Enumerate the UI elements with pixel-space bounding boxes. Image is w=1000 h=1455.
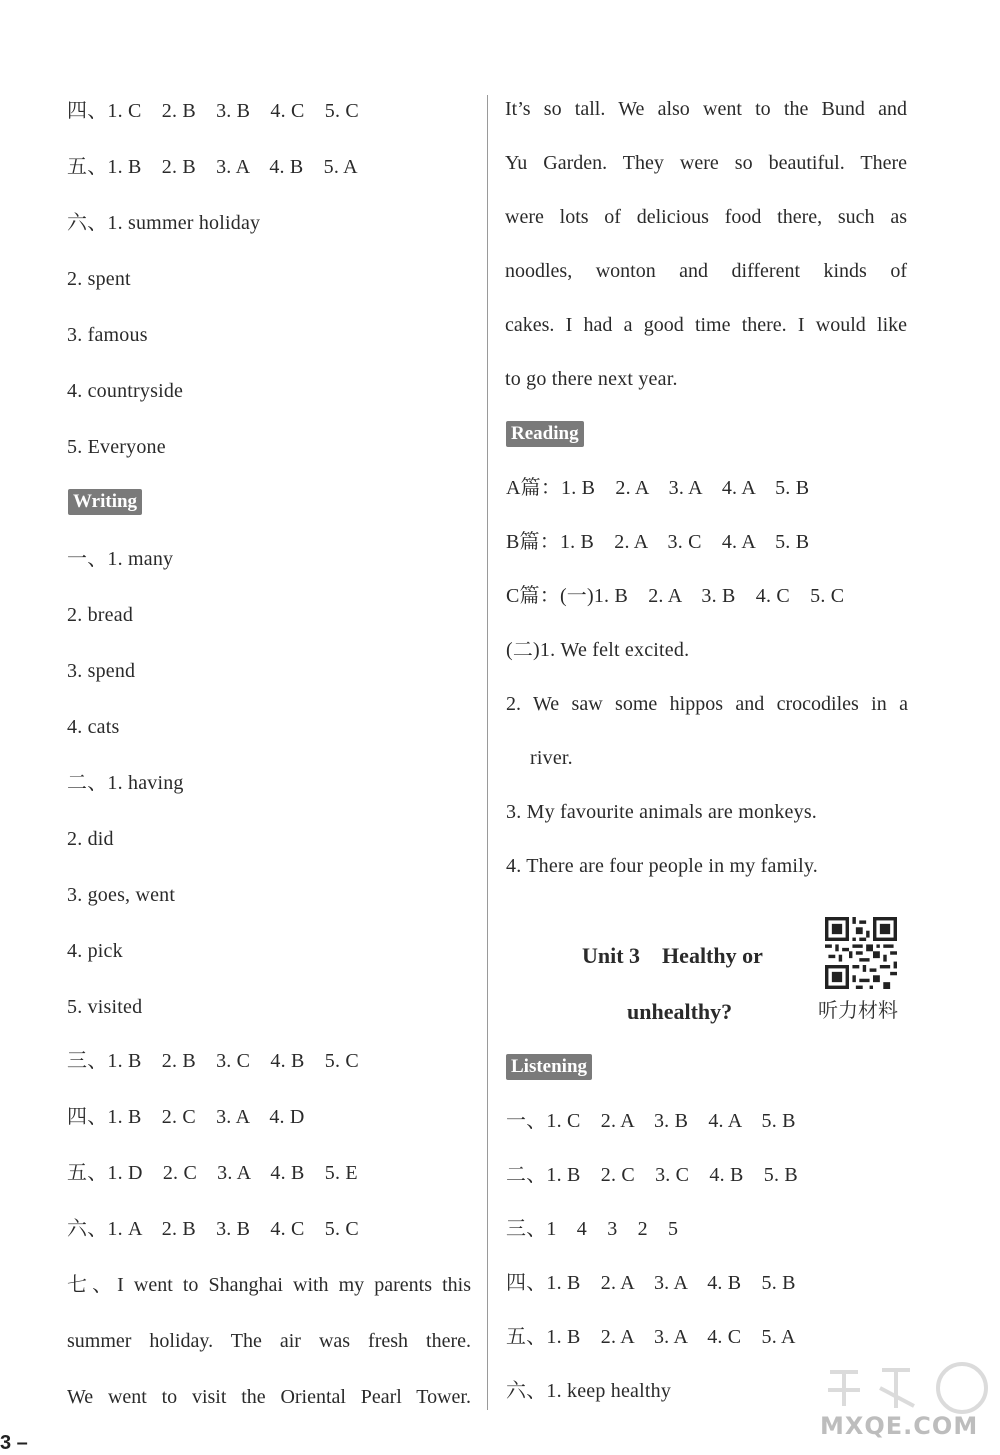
listening-1: 一、1. C 2. A 3. B 4. A 5. B bbox=[506, 1110, 796, 1132]
reading-c-2-3: 3. My favourite animals are monkeys. bbox=[506, 801, 818, 823]
listening-4: 四、1. B 2. A 3. A 4. B 5. B bbox=[506, 1272, 796, 1294]
writing-3: 三、1. B 2. B 3. C 4. B 5. C bbox=[67, 1050, 359, 1072]
answer-line-4: 四、1. C 2. B 3. B 4. C 5. C bbox=[67, 100, 359, 122]
writing-1-4: 4. cats bbox=[67, 716, 120, 738]
reading-c-2-1: (二)1. We felt excited. bbox=[506, 639, 690, 661]
listening-section-badge: Listening bbox=[506, 1054, 592, 1080]
reading-a: A篇：1. B 2. A 3. A 4. A 5. B bbox=[506, 477, 810, 499]
listening-6: 六、1. keep healthy bbox=[506, 1380, 672, 1402]
writing-2-4: 4. pick bbox=[67, 940, 123, 962]
essay-cont-line-5: cakes. I had a good time there. I would like bbox=[505, 314, 907, 336]
unit-title-line-1: Unit 3 Healthy or bbox=[582, 943, 763, 968]
reading-b: B篇：1. B 2. A 3. C 4. A 5. B bbox=[506, 531, 810, 553]
writing-2-3: 3. goes, went bbox=[67, 884, 176, 906]
reading-c-2-4: 4. There are four people in my family. bbox=[506, 855, 818, 877]
page-number: 3 – bbox=[0, 1432, 28, 1454]
essay-line-2: summer holiday. The air was fresh there. bbox=[67, 1330, 471, 1352]
column-divider bbox=[487, 95, 488, 1410]
watermark-text: MXQE.COM bbox=[820, 1412, 979, 1440]
writing-6: 六、1. A 2. B 3. B 4. C 5. C bbox=[67, 1218, 359, 1240]
answer-line-6-1: 六、1. summer holiday bbox=[67, 212, 261, 234]
listening-2: 二、1. B 2. C 3. C 4. B 5. B bbox=[506, 1164, 798, 1186]
reading-section-badge: Reading bbox=[506, 421, 584, 447]
answer-line-6-3: 3. famous bbox=[67, 324, 148, 346]
reading-c-2-2b: river. bbox=[530, 747, 573, 769]
writing-2-2: 2. did bbox=[67, 828, 114, 850]
writing-5: 五、1. D 2. C 3. A 4. B 5. E bbox=[67, 1162, 358, 1184]
writing-2-1: 二、1. having bbox=[67, 772, 184, 794]
answer-line-6-4: 4. countryside bbox=[67, 380, 184, 402]
writing-1-1: 一、1. many bbox=[67, 548, 174, 570]
answer-line-5: 五、1. B 2. B 3. A 4. B 5. A bbox=[67, 156, 358, 178]
writing-2-5: 5. visited bbox=[67, 996, 143, 1018]
writing-1-3: 3. spend bbox=[67, 660, 136, 682]
essay-cont-line-6: to go there next year. bbox=[505, 368, 678, 390]
writing-1-2: 2. bread bbox=[67, 604, 134, 626]
essay-line-1: 七、I went to Shanghai with my parents this bbox=[67, 1274, 471, 1296]
essay-cont-line-4: noodles, wonton and different kinds of bbox=[505, 260, 907, 282]
unit-title-line-2: unhealthy? bbox=[627, 999, 733, 1024]
listening-material-label: 听力材料 bbox=[818, 998, 898, 1022]
essay-cont-line-2: Yu Garden. They were so beautiful. There bbox=[505, 152, 907, 174]
answer-line-6-5: 5. Everyone bbox=[67, 436, 166, 458]
writing-section-badge: Writing bbox=[68, 489, 142, 515]
reading-c-2-2: 2. We saw some hippos and crocodiles in a bbox=[506, 693, 908, 715]
answer-line-6-2: 2. spent bbox=[67, 268, 131, 290]
listening-3: 三、1 4 3 2 5 bbox=[506, 1218, 679, 1240]
essay-line-3: We went to visit the Oriental Pearl Tower. bbox=[67, 1386, 471, 1408]
listening-5: 五、1. B 2. A 3. A 4. C 5. A bbox=[506, 1326, 796, 1348]
qr-code-icon[interactable] bbox=[825, 917, 897, 989]
writing-4: 四、1. B 2. C 3. A 4. D bbox=[67, 1106, 305, 1128]
reading-c-1: C篇：(一)1. B 2. A 3. B 4. C 5. C bbox=[506, 585, 845, 607]
essay-cont-line-1: It’s so tall. We also went to the Bund and bbox=[505, 98, 907, 120]
essay-cont-line-3: were lots of delicious food there, such as bbox=[505, 206, 907, 228]
